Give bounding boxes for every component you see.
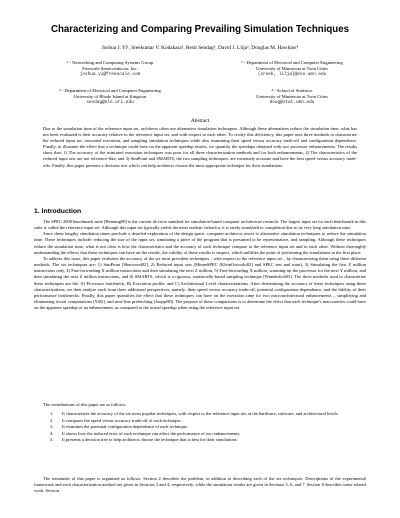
list-item-number: 5. — [50, 437, 54, 443]
affiliation-group: ⁴ - School of Statistics — [271, 88, 313, 93]
affiliation-email[interactable]: joshua.yi@freescale.com — [79, 72, 141, 78]
list-item-number: 2. — [50, 417, 54, 423]
intro-paragraph: To address this issue, this paper evaluates the accuracy of the six most prevalent techniques – with respect to the reference input set – by characterizing them using three different methods. The six techniques are: 1) SimPoint [Sherwood02], 2) Reduced input sets (MinneSPEC [KleinOsowski02] and SPEC test and train), 3) Simulating the first Z million instructions only, 4) Fast-forwarding X million instructions and then simulating the next Z million, 5) Fast-forwarding X million, warming-up the processor for the next Y million, and then simulating the next Z million instructions, and 6) SMARTS, which is a rigorous, statistically-based sampling technique [Wunderlich03]. The three methods used to characterize these techniques are the: A) Processor bottleneck, B) Execution profile, and C) Architectural Level characterizations. After determining the accuracy of these techniques using these characterizations, we then analyze each from three additional perspectives, namely: their speed versus accuracy trade-off, potential configuration dependence, and the fidelity of their performance bottlenecks. Finally, this paper quantifies the effect that these techniques can have on the execution time for two microarchitectural enhancements – simplifying and eliminating trivial computations [Yi02], and next-line prefetching [Jouppi90]. The purpose of these comparisons is to determine the effect that each technique's inaccuracies could have on the apparent speedup of an enhancement, as compared to the actual speedup when using the reference input set. — [34, 255, 366, 311]
list-item — [50, 431, 366, 437]
affiliation-org: University of Minnesota at Twin Cities — [256, 94, 328, 100]
list-item — [50, 418, 366, 424]
affiliation-email[interactable]: sendag@ele.uri.edu — [86, 100, 134, 106]
affiliation-group: ² - Department of Electrical and Computer Engineering — [241, 60, 343, 65]
affiliation-group: ¹ - Networking and Computing Systems Group — [66, 60, 154, 65]
list-item-text: It compares the speed versus accuracy trade-off of each technique. — [62, 417, 182, 423]
abstract-heading: Abstract — [190, 118, 210, 124]
author-list: Joshua J. Yi¹, Sreekumar V. Kodakara², Resit Sendag³, David J. Lilja², Douglas M. Hawkins⁴ — [101, 45, 299, 51]
introduction-body — [34, 219, 366, 311]
remainder-paragraph — [34, 476, 366, 494]
abstract-text: Due to the simulation time of the reference input set, architects often use alternative simulation techniques. Although these alternatives reduce the simulation time, what has not been evaluated is their accuracy relative to the reference input set, and with respect to each other. To rectify this deficiency, this paper uses three methods to characterize the reduced input set, truncated execution, and sampling simulation techniques while also examining their speed versus accuracy trade-off and configuration dependence. Finally, to illustrate the effect that a technique could have on the apparent speedup results, we quantify the speedups obtained with two processor enhancements. The results show that: 1) The accuracy of the truncated execution techniques was poor for all three characterization methods and for both enhancements, 2) The characteristics of the reduced input sets are not reference-like, and 3) SimPoint and SMARTS, the two sampling techniques, are extremely accurate and have the best speed versus accuracy trade-offs. Finally, this paper presents a decision tree which can help architects choose the most appropriate technique for their simulations. — [43, 126, 357, 168]
section-heading-introduction: 1. Introduction — [34, 208, 82, 215]
affiliation-org: University of Minnesota at Twin Cities — [256, 66, 328, 72]
list-item-number: 4. — [50, 430, 54, 436]
list-item-number: 3. — [50, 424, 54, 430]
list-item-number: 1. — [50, 411, 54, 416]
list-item-text: It characterizes the accuracy of the six most popular techniques, with respect to the reference input set, at the hardware, software, and architectural levels. — [62, 411, 339, 416]
affiliation-email[interactable]: doug@stat.umn.edu — [269, 100, 315, 106]
affiliation-org: University of Rhode Island at Kingston — [73, 94, 147, 100]
affiliation-1 — [30, 60, 190, 79]
affiliation-2 — [212, 60, 372, 79]
intro-paragraph: The SPEC 2000 benchmark suite [Henning00] is the current de facto standard for simulation-based computer architecture research. The largest input set for each benchmark in this suite is called the reference input set. Although this input set typically yields the most realistic behavior, it is rarely simulated to completion due to its very long simulation time. — [34, 219, 366, 231]
list-item — [50, 424, 366, 430]
affiliation-email[interactable]: {sreek, lilja}@ece.umn.edu — [257, 72, 327, 78]
contrib-intro-text: The contributions of this paper are as follows: — [43, 402, 126, 407]
list-item-text: It examines the potential configuration dependence of each technique. — [62, 424, 189, 430]
affiliation-3 — [30, 88, 190, 107]
list-item-text: It presents a decision tree to help architects choose the technique that is best for their simulations. — [62, 437, 238, 443]
list-item — [50, 411, 366, 417]
paper-title: Characterizing and Comparing Prevailing Simulation Techniques — [50, 24, 350, 35]
affiliation-4 — [212, 88, 372, 107]
list-item-text: It shows how the induced error of each technique can affect the performance of two enhancements. — [62, 430, 241, 436]
remainder-text: The remainder of this paper is organized as follows: Section 2 describes the problem, in addition to describing each of the six techniques. Descriptions of the experimental framework and each characterization method are given in Sections 3 and 4, respectively, while the simulation results are given in Sections 5, 6, and 7. Section 8 describes some related work. Section — [34, 476, 366, 494]
list-item — [50, 437, 366, 443]
affiliation-group: ³ - Department of Electrical and Computer Engineering — [59, 88, 161, 93]
contributions-intro — [34, 402, 366, 408]
intro-paragraph: Since these lengthy simulation times preclude a detailed exploration of the design space, computer architects resort to alternative simulation techniques to reduce the simulation time. These techniques include: reducing the size of the input set, simulating a piece of the program that is presumed to be representative, and sampling. Although these techniques reduce the simulation time, what is not clear is how the characteristics and the accuracy of each technique compare to the reference input set and to each other. Without thoroughly understanding the effects that these techniques can have on the results, the validity of those results is suspect, which nullifies the point of performing the simulations in the first place. — [34, 231, 366, 255]
affiliation-org: Freescale Semiconductor, Inc. — [82, 66, 138, 72]
contributions-list — [50, 411, 366, 444]
